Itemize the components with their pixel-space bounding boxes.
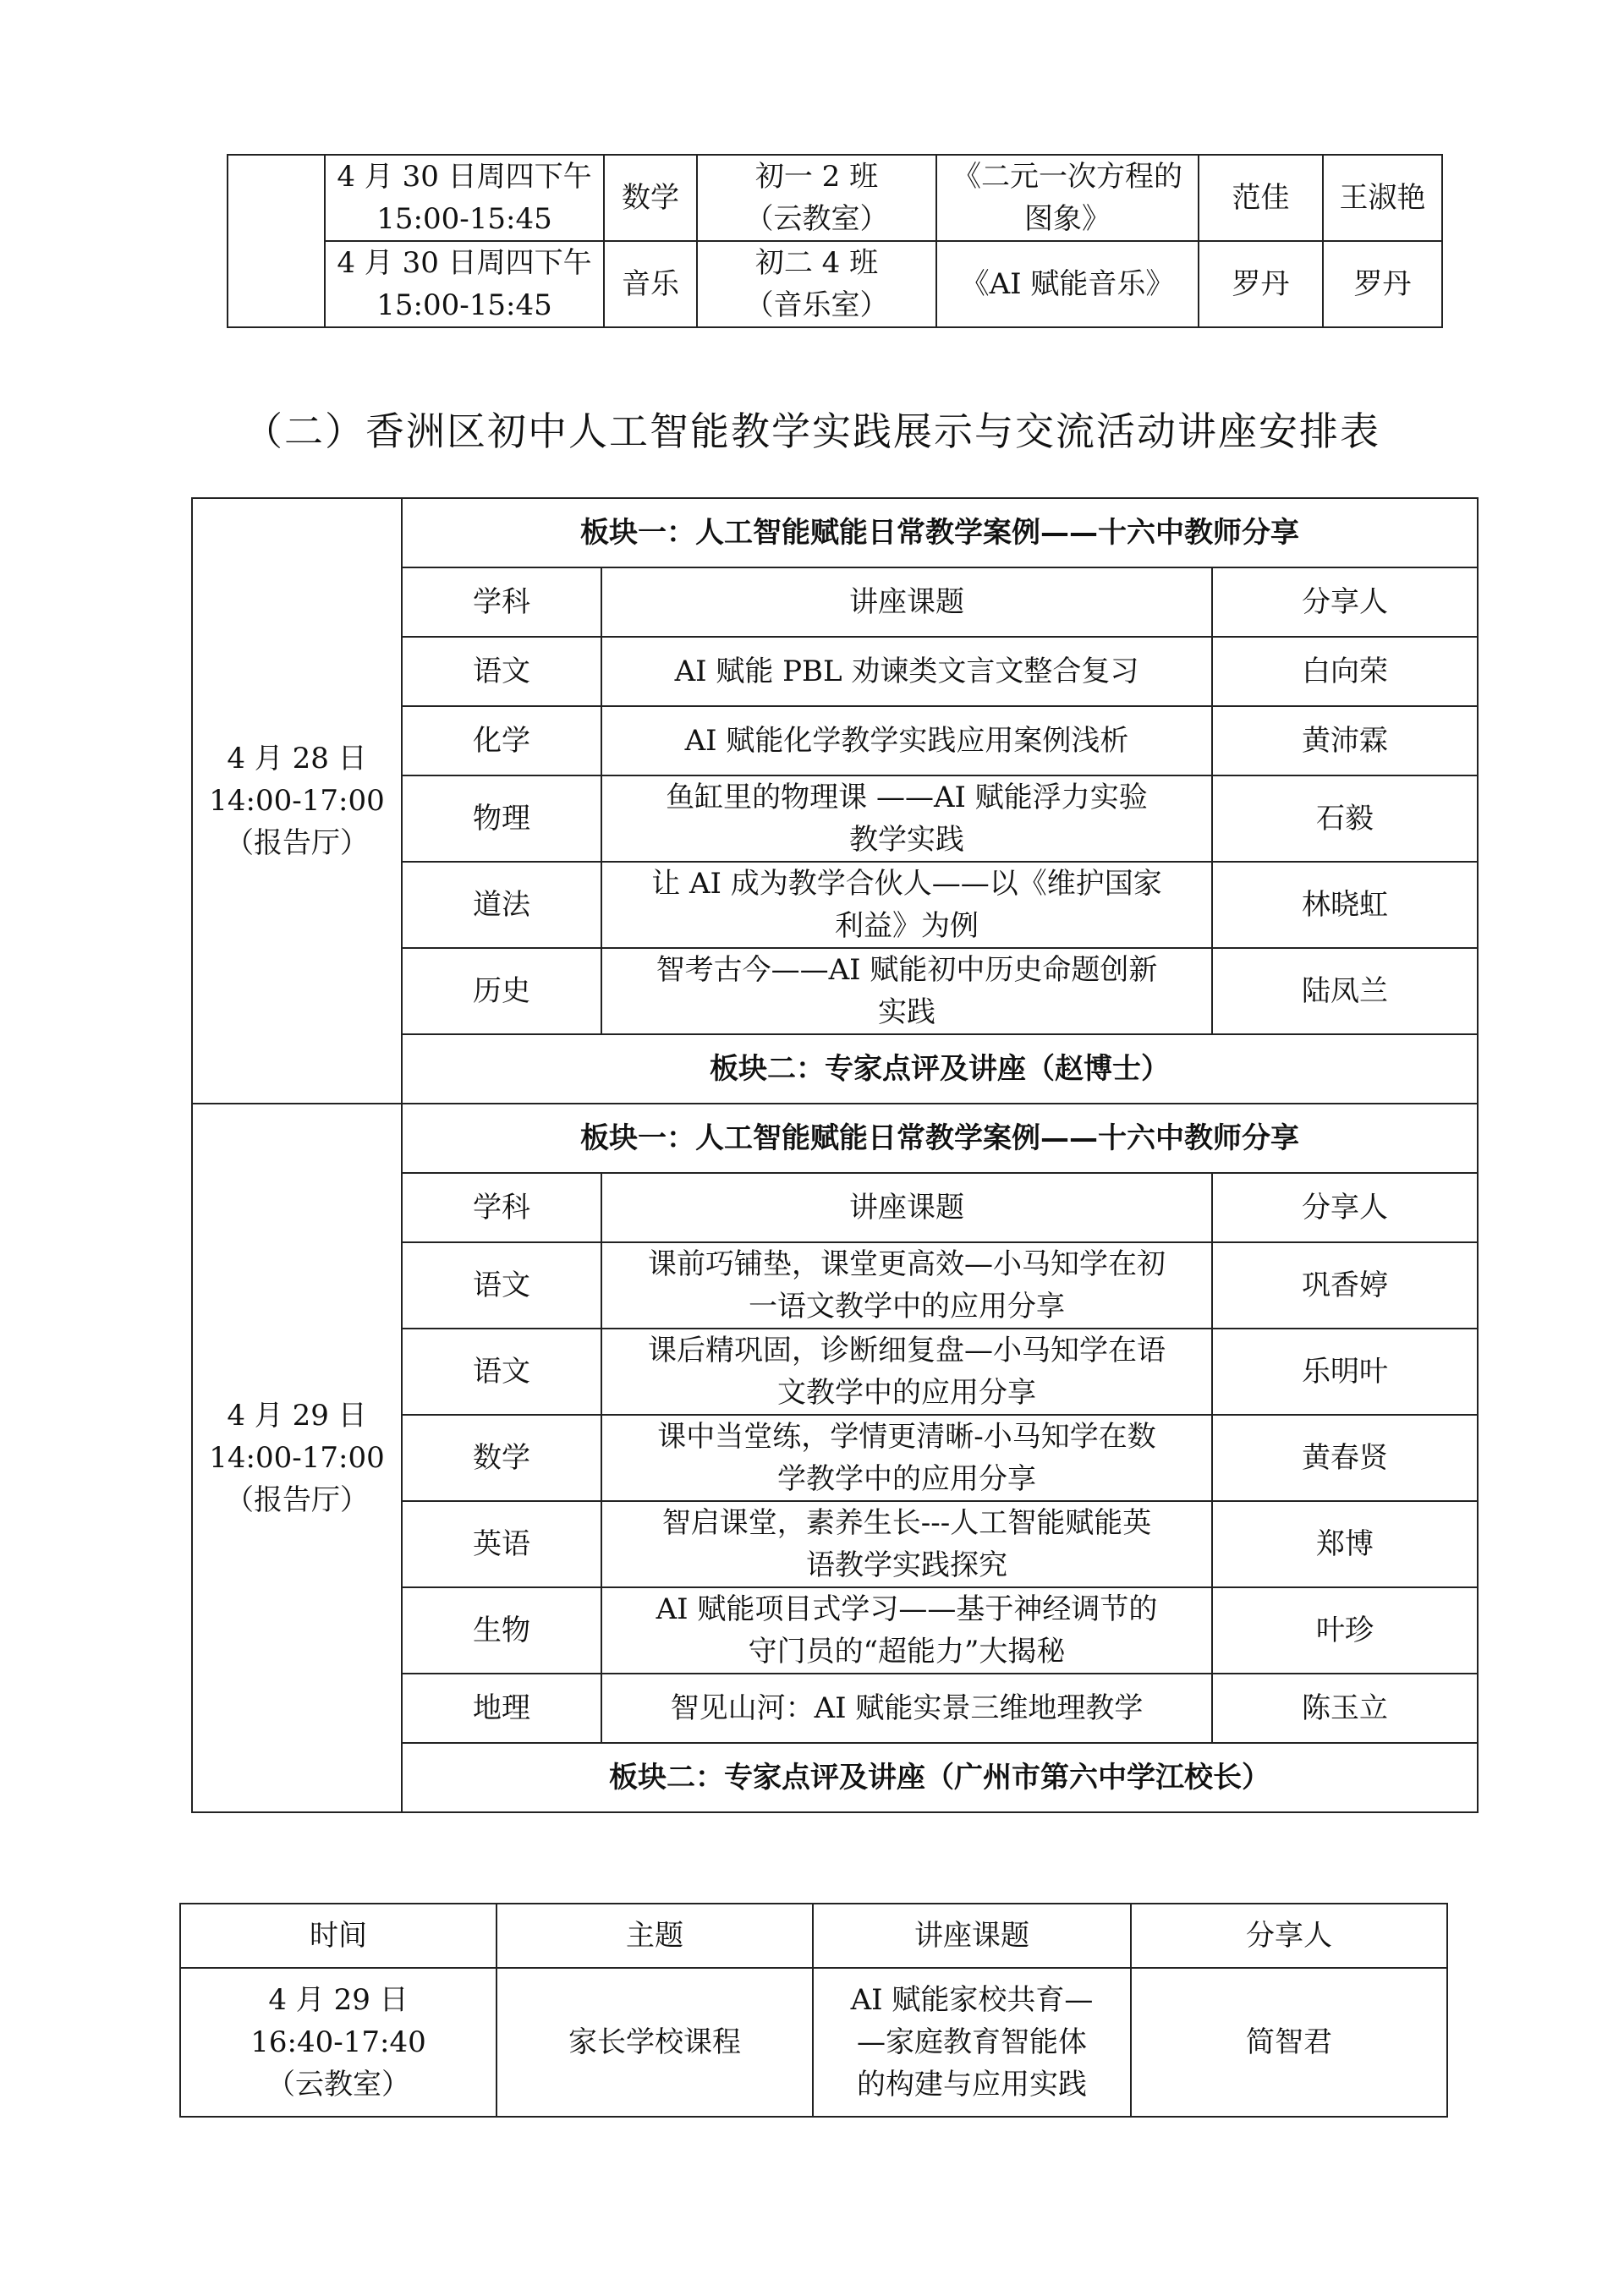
time-cell: 4 月 29 日 16:40-17:40 （云教室） (180, 1968, 497, 2117)
schedule-table-continued (227, 154, 1443, 328)
lesson-teacher: 罗丹 (1199, 241, 1323, 327)
lesson-title: 《二元一次方程的 图象》 (936, 155, 1199, 241)
column-header-speaker: 分享人 (1212, 1173, 1478, 1242)
lesson-class: 初二 4 班 （音乐室） (697, 241, 936, 327)
theme-cell: 家长学校课程 (497, 1968, 813, 2117)
section-heading: （二）香洲区初中人工智能教学实践展示与交流活动讲座安排表 (244, 408, 1380, 454)
day1-date-cell: 4 月 28 日 14:00-17:00 （报告厅） (192, 498, 402, 1104)
subject-cell: 地理 (402, 1674, 601, 1743)
lesson-subject: 数学 (604, 155, 697, 241)
day1-block2-header: 板块二：专家点评及讲座（赵博士） (402, 1034, 1478, 1104)
lesson-time: 4 月 30 日周四下午 15:00-15:45 (325, 241, 604, 327)
table-row (228, 155, 1442, 241)
table-row (192, 498, 1478, 567)
speaker-cell: 黄沛霖 (1212, 706, 1478, 775)
table-header-row (180, 1904, 1447, 1968)
day2-date-cell: 4 月 29 日 14:00-17:00 （报告厅） (192, 1104, 402, 1812)
subject-cell: 英语 (402, 1501, 601, 1587)
column-header-title: 讲座课题 (601, 567, 1212, 637)
subject-cell: 道法 (402, 862, 601, 948)
speaker-cell: 石毅 (1212, 775, 1478, 862)
day1-block1-header: 板块一：人工智能赋能日常教学案例——十六中教师分享 (402, 498, 1478, 567)
lesson-title: 《AI 赋能音乐》 (936, 241, 1199, 327)
title-cell: 鱼缸里的物理课 ——AI 赋能浮力实验 教学实践 (601, 775, 1212, 862)
subject-cell: 生物 (402, 1587, 601, 1674)
title-cell: 智考古今——AI 赋能初中历史命题创新 实践 (601, 948, 1212, 1034)
parent-school-table (179, 1903, 1448, 2118)
subject-cell: 数学 (402, 1415, 601, 1501)
column-header-time: 时间 (180, 1904, 497, 1968)
title-cell: AI 赋能项目式学习——基于神经调节的 守门员的“超能力”大揭秘 (601, 1587, 1212, 1674)
speaker-cell: 简智君 (1131, 1968, 1447, 2117)
title-cell: 课后精巩固，诊断细复盘—小马知学在语 文教学中的应用分享 (601, 1329, 1212, 1415)
lecture-schedule-table (191, 497, 1479, 1813)
speaker-cell: 黄春贤 (1212, 1415, 1478, 1501)
subject-cell: 化学 (402, 706, 601, 775)
table-row (192, 1104, 1478, 1173)
column-header-subject: 学科 (402, 567, 601, 637)
title-cell: 智启课堂，素养生长---人工智能赋能英 语教学实践探究 (601, 1501, 1212, 1587)
subject-cell: 语文 (402, 637, 601, 706)
column-header-speaker: 分享人 (1212, 567, 1478, 637)
subject-cell: 语文 (402, 1329, 601, 1415)
title-cell: 课前巧铺垫，课堂更高效—小马知学在初 一语文教学中的应用分享 (601, 1242, 1212, 1329)
lesson-subject: 音乐 (604, 241, 697, 327)
title-cell: AI 赋能化学教学实践应用案例浅析 (601, 706, 1212, 775)
title-cell: AI 赋能 PBL 劝谏类文言文整合复习 (601, 637, 1212, 706)
lesson-reviewer: 王淑艳 (1323, 155, 1442, 241)
speaker-cell: 乐明叶 (1212, 1329, 1478, 1415)
merged-blank-cell (228, 155, 325, 327)
speaker-cell: 陈玉立 (1212, 1674, 1478, 1743)
subject-cell: 物理 (402, 775, 601, 862)
column-header-title: 讲座课题 (601, 1173, 1212, 1242)
column-header-theme: 主题 (497, 1904, 813, 1968)
column-header-subject: 学科 (402, 1173, 601, 1242)
subject-cell: 历史 (402, 948, 601, 1034)
lesson-reviewer: 罗丹 (1323, 241, 1442, 327)
speaker-cell: 叶珍 (1212, 1587, 1478, 1674)
subject-cell: 语文 (402, 1242, 601, 1329)
title-cell: 课中当堂练，学情更清晰-小马知学在数 学教学中的应用分享 (601, 1415, 1212, 1501)
lesson-time: 4 月 30 日周四下午 15:00-15:45 (325, 155, 604, 241)
column-header-speaker: 分享人 (1131, 1904, 1447, 1968)
title-cell: AI 赋能家校共育— —家庭教育智能体 的构建与应用实践 (813, 1968, 1131, 2117)
speaker-cell: 白向荣 (1212, 637, 1478, 706)
speaker-cell: 郑博 (1212, 1501, 1478, 1587)
title-cell: 让 AI 成为教学合伙人——以《维护国家 利益》为例 (601, 862, 1212, 948)
day2-block1-header: 板块一：人工智能赋能日常教学案例——十六中教师分享 (402, 1104, 1478, 1173)
speaker-cell: 巩香婷 (1212, 1242, 1478, 1329)
speaker-cell: 林晓虹 (1212, 862, 1478, 948)
speaker-cell: 陆凤兰 (1212, 948, 1478, 1034)
day2-block2-header: 板块二：专家点评及讲座（广州市第六中学江校长） (402, 1743, 1478, 1812)
table-row (180, 1968, 1447, 2117)
lesson-teacher: 范佳 (1199, 155, 1323, 241)
table-row (228, 241, 1442, 327)
lesson-class: 初一 2 班 （云教室） (697, 155, 936, 241)
title-cell: 智见山河：AI 赋能实景三维地理教学 (601, 1674, 1212, 1743)
column-header-title: 讲座课题 (813, 1904, 1131, 1968)
